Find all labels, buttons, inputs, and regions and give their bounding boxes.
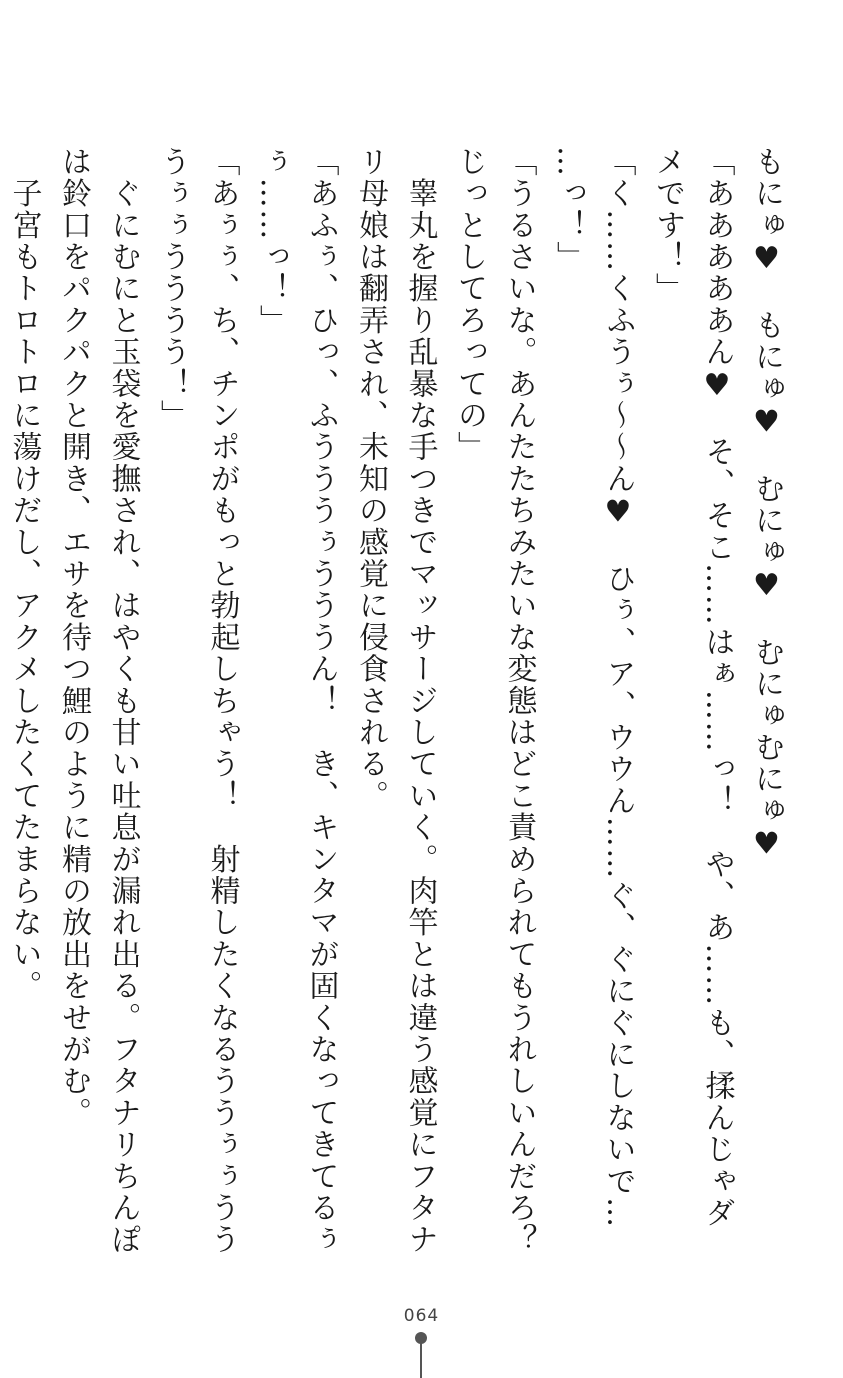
paragraph: 「うるさいな。あんたたちみたいな変態はどこ責められてもうれしいんだろ？ じっとしてろっての」	[452, 146, 537, 1288]
paragraph: 「あああああん♥ そ、そこ……はぁ……っ！ や、あ……も、揉んじゃダメです！」	[650, 146, 735, 1229]
vertical-body-text	[0, 146, 791, 1288]
paragraph: 「く……くふうぅ～～ん♥ ひぅ、ア、ウウん……ぐ、ぐにぐにしないで……っ！」	[551, 146, 636, 1229]
page-footer	[0, 1306, 843, 1326]
paragraph: 「あふぅ、ひっ、ふうううぅうううん！ き、キンタマが固くなってきてるぅぅ……っ！」	[254, 146, 339, 1256]
page-number: 064	[403, 1306, 440, 1326]
paragraph: ぐにむにと玉袋を愛撫され、はやくも甘い吐息が漏れ出る。フタナリちんぽは鈴口をパクパクと開き、エサを待つ鯉のように精の放出をせがむ。	[56, 146, 141, 1256]
paragraph: 「あぅぅ、ち、チンポがもっと勃起しちゃう！ 射精したくなるううぅぅうううぅぅうううう！」	[155, 146, 240, 1256]
paragraph: 子宮もトロトロに蕩けだし、アクメしたくてたまらない。	[6, 146, 42, 1002]
paragraph: もにゅ♥ もにゅ♥ むにゅ♥ むにゅむにゅ♥	[749, 146, 784, 864]
marker-line	[420, 1342, 422, 1378]
page-marker-icon	[414, 1332, 428, 1378]
paragraph: 睾丸を握り乱暴な手つきでマッサージしていく。肉竿とは違う感覚にフタナリ母娘は翻弄され、未知の感覚に侵食される。	[353, 146, 438, 1256]
